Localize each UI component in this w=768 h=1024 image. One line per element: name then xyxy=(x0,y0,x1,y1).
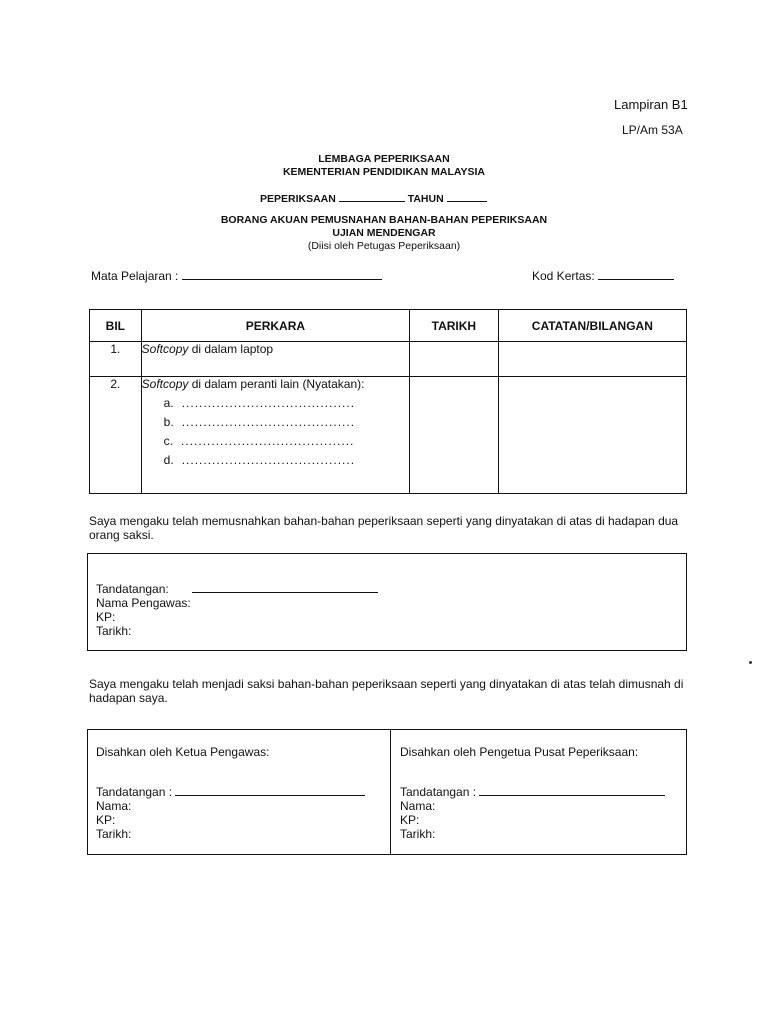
scan-speck xyxy=(749,661,752,664)
peperiksaan-label: PEPERIKSAAN xyxy=(260,193,336,205)
row2-text: di dalam peranti lain (Nyatakan): xyxy=(188,377,365,391)
tahun-label: TAHUN xyxy=(407,193,444,205)
list-item[interactable]: c. ........................................ xyxy=(163,434,355,448)
mata-pelajaran-field[interactable] xyxy=(182,269,382,280)
row1-catatan-cell[interactable] xyxy=(498,342,686,377)
list-item[interactable]: d. ........................................ xyxy=(163,453,356,467)
col-tarikh: TARIKH xyxy=(410,310,499,342)
list-item[interactable]: b. ........................................ xyxy=(163,415,356,429)
sub-items-list xyxy=(142,394,409,470)
left-signature-field[interactable] xyxy=(175,785,365,796)
col-bil: BIL xyxy=(90,310,142,342)
tahun-field[interactable] xyxy=(447,191,487,202)
right-approval-title: Disahkan oleh Pengetua Pusat Peperiksaan: xyxy=(400,745,639,759)
row1-italic: Softcopy xyxy=(141,342,189,356)
kod-kertas-label: Kod Kertas: xyxy=(532,269,595,283)
row1-bil: 1. xyxy=(90,342,142,377)
paper-code-row xyxy=(532,269,674,283)
box1-signature-field[interactable] xyxy=(192,582,378,593)
invigilator-signature-box xyxy=(87,553,687,651)
row1-text: di dalam laptop xyxy=(188,342,274,356)
col-perkara: PERKARA xyxy=(141,310,409,342)
form-note: (Diisi oleh Petugas Peperiksaan) xyxy=(307,240,461,252)
declaration-destroyed: Saya mengaku telah memusnahkan bahan-bahan peperiksaan seperti yang dinyatakan di atas di hadapan dua orang saksi. xyxy=(89,514,679,542)
row2-bil: 2. xyxy=(90,377,142,494)
box1-nama-label: Nama Pengawas: xyxy=(96,596,191,610)
lampiran-label: Lampiran B1 xyxy=(614,97,688,112)
left-tandatangan-label: Tandatangan : xyxy=(96,785,173,799)
peperiksaan-field[interactable] xyxy=(339,191,405,202)
table-row xyxy=(90,377,687,494)
right-sign-row xyxy=(400,785,665,799)
box2-divider xyxy=(390,730,391,854)
box1-kp-label: KP: xyxy=(96,610,116,624)
row1-perkara xyxy=(141,342,409,377)
list-item[interactable]: a. ........................................ xyxy=(163,396,356,410)
row2-perkara xyxy=(141,377,409,494)
right-signature-field[interactable] xyxy=(479,785,665,796)
box1-tarikh-label: Tarikh: xyxy=(96,624,132,638)
row2-catatan-cell[interactable] xyxy=(498,377,686,494)
left-kp-label: KP: xyxy=(96,813,116,827)
ministry-name: KEMENTERIAN PENDIDIKAN MALAYSIA xyxy=(282,166,486,178)
left-tarikh-label: Tarikh: xyxy=(96,827,132,841)
row1-tarikh-cell[interactable] xyxy=(410,342,499,377)
right-tarikh-label: Tarikh: xyxy=(400,827,436,841)
box1-tandatangan-label: Tandatangan: xyxy=(96,582,169,596)
org-name: LEMBAGA PEPERIKSAAN xyxy=(318,153,450,165)
items-table xyxy=(89,309,687,494)
col-catatan: CATATAN/BILANGAN xyxy=(498,310,686,342)
mata-pelajaran-label: Mata Pelajaran : xyxy=(91,269,179,283)
approval-signature-box xyxy=(87,729,687,855)
right-kp-label: KP: xyxy=(400,813,420,827)
row2-tarikh-cell[interactable] xyxy=(410,377,499,494)
form-title: BORANG AKUAN PEMUSNAHAN BAHAN-BAHAN PEPERIKSAAN xyxy=(220,214,548,226)
right-nama-label: Nama: xyxy=(400,799,436,813)
kod-kertas-field[interactable] xyxy=(598,269,674,280)
exam-year-line xyxy=(260,191,487,205)
box1-sign-row xyxy=(96,582,378,596)
left-approval-title: Disahkan oleh Ketua Pengawas: xyxy=(96,745,270,759)
form-ref-code: LP/Am 53A xyxy=(622,123,683,137)
left-sign-row xyxy=(96,785,365,799)
form-subtitle: UJIAN MENDENGAR xyxy=(332,227,436,239)
declaration-witness: Saya mengaku telah menjadi saksi bahan-bahan peperiksaan seperti yang dinyatakan di atas telah dimusnah di hadapan saya. xyxy=(89,677,684,705)
row2-italic: Softcopy xyxy=(141,377,189,391)
table-row xyxy=(90,342,687,377)
table-header-row xyxy=(90,310,687,342)
right-tandatangan-label: Tandatangan : xyxy=(400,785,477,799)
left-nama-label: Nama: xyxy=(96,799,132,813)
subject-row xyxy=(91,269,382,283)
